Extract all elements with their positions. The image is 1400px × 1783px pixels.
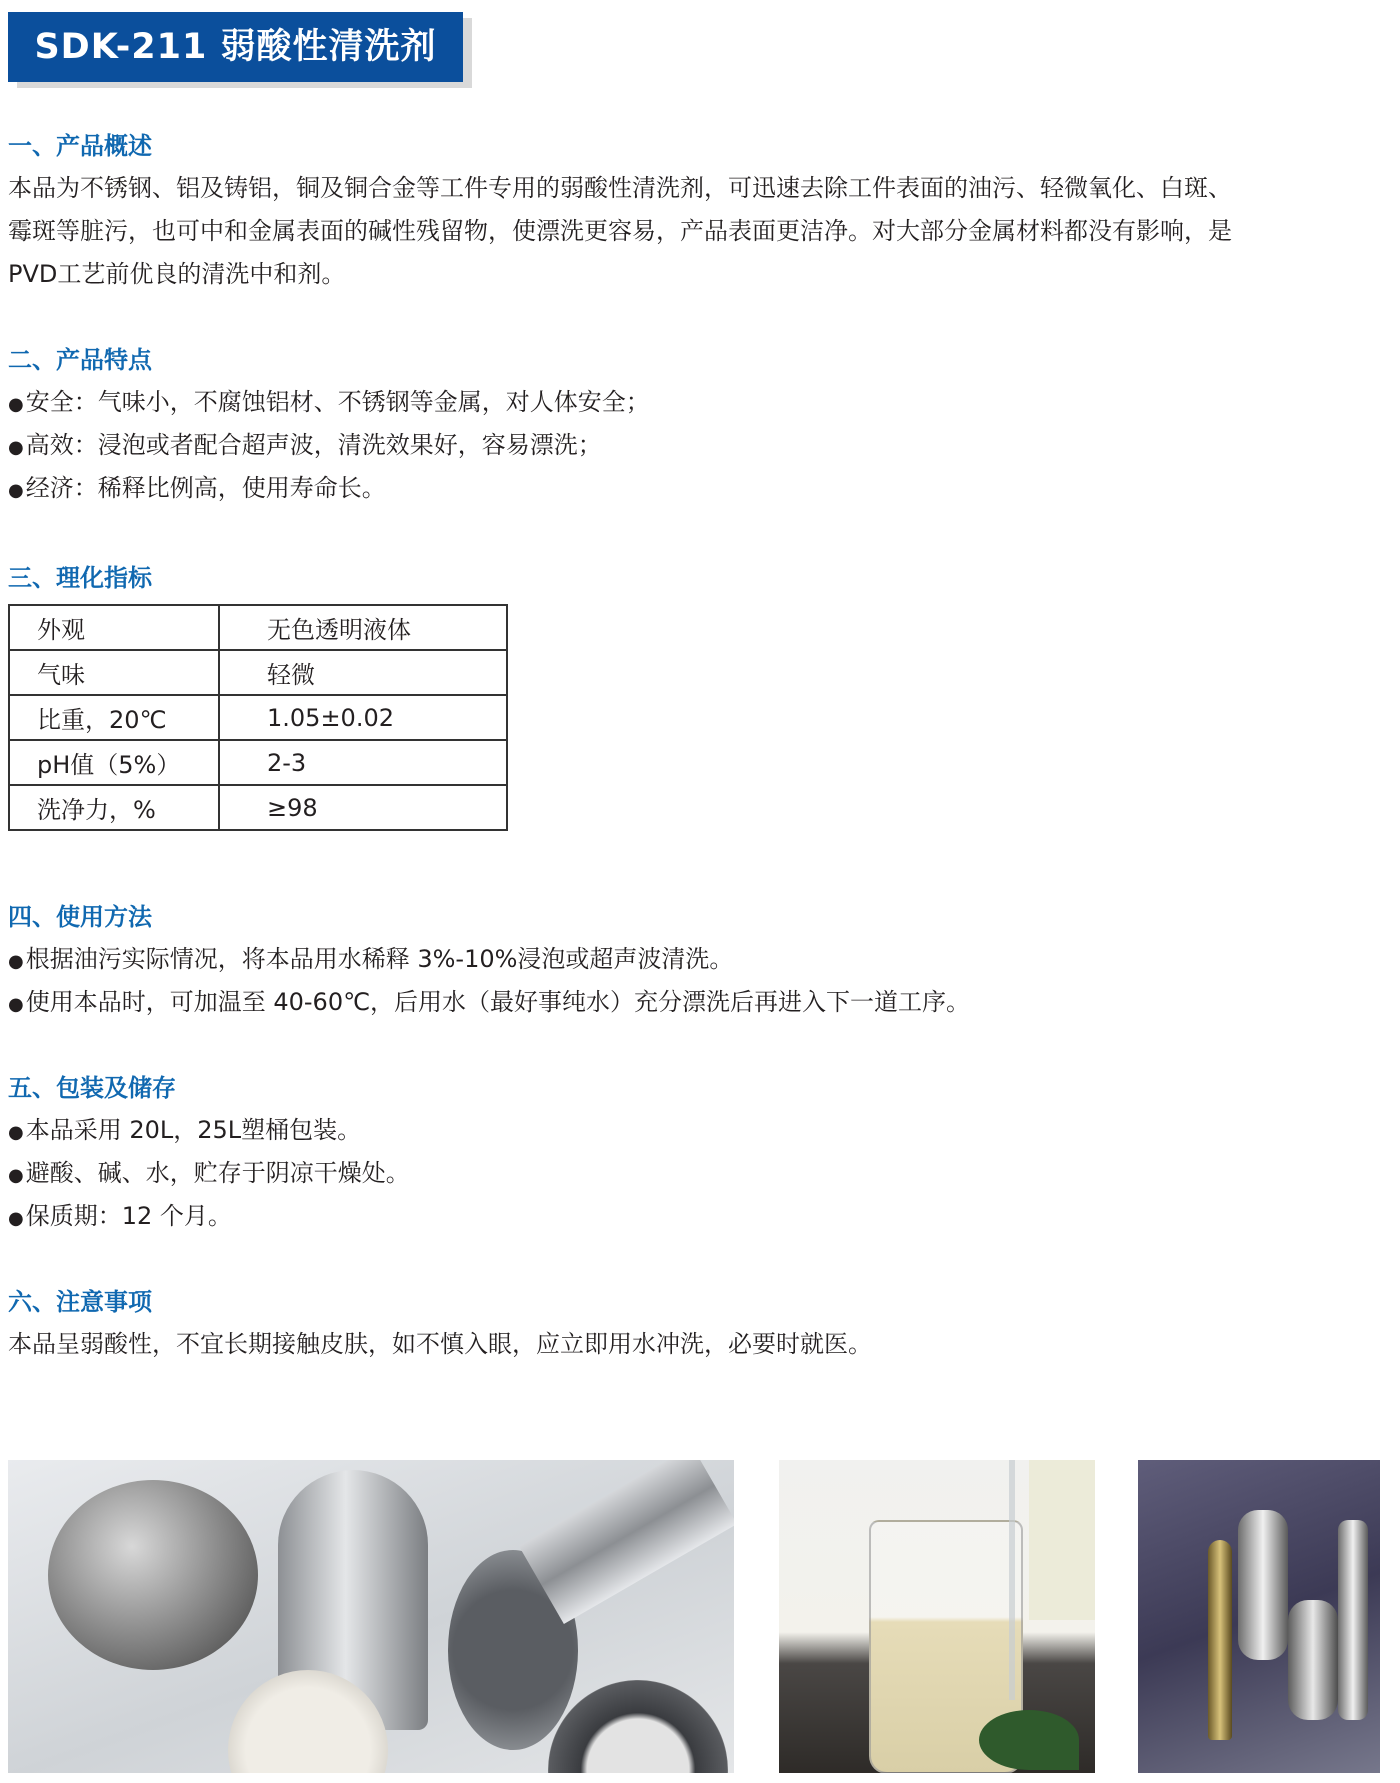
container-edge xyxy=(1029,1460,1095,1620)
precision-metal-parts-photo xyxy=(1138,1460,1380,1773)
feature-item: ● 高效：浸泡或者配合超声波，清洗效果好，容易漂洗； xyxy=(8,424,1388,467)
specs-table xyxy=(8,604,508,831)
spec-label: 比重，20℃ xyxy=(9,695,219,740)
spec-value: 无色透明液体 xyxy=(219,605,507,650)
table-row xyxy=(9,605,507,650)
heading-specs: 三、理化指标 xyxy=(8,564,152,592)
heading-usage: 四、使用方法 xyxy=(8,903,152,931)
spec-label: 外观 xyxy=(9,605,219,650)
hydraulic-pump-parts-photo xyxy=(8,1460,734,1773)
heading-overview: 一、产品概述 xyxy=(8,132,152,160)
metal-bushing xyxy=(1288,1600,1338,1720)
piston-shoe-plate xyxy=(48,1480,258,1670)
drive-shaft xyxy=(519,1460,734,1624)
usage-item: ● 根据油污实际情况，将本品用水稀释 3%-10%浸泡或超声波清洗。 xyxy=(8,938,1388,981)
spec-value: 1.05±0.02 xyxy=(219,695,507,740)
storage-item: ● 本品采用 20L，25L塑桶包装。 xyxy=(8,1109,1388,1152)
spec-label: 洗净力，% xyxy=(9,785,219,830)
storage-item: ● 保质期：12 个月。 xyxy=(8,1195,1388,1238)
table-row xyxy=(9,785,507,830)
leaf xyxy=(979,1710,1079,1770)
overview-line: 本品为不锈钢、铝及铸铝，铜及铜合金等工件专用的弱酸性清洗剂，可迅速去除工件表面的油污、轻微氧化、白斑、 xyxy=(8,174,1232,202)
storage-list xyxy=(8,1109,1388,1238)
features-list xyxy=(8,381,1388,510)
heading-features: 二、产品特点 xyxy=(8,346,152,374)
brass-cone xyxy=(1208,1540,1232,1740)
feature-item: ● 经济：稀释比例高，使用寿命长。 xyxy=(8,467,1388,510)
liquid-stream xyxy=(1009,1460,1015,1700)
spec-value: ≥98 xyxy=(219,785,507,830)
storage-item: ● 避酸、碱、水，贮存于阴凉干燥处。 xyxy=(8,1152,1388,1195)
page-title: SDK-211 弱酸性清洗剂 xyxy=(8,12,463,82)
title-banner xyxy=(8,12,463,82)
overview-paragraph xyxy=(8,167,1388,296)
beaker-cleaning-liquid-photo xyxy=(779,1460,1095,1773)
spec-label: pH值（5%） xyxy=(9,740,219,785)
metal-post xyxy=(1338,1520,1368,1720)
overview-line: PVD工艺前优良的清洗中和剂。 xyxy=(8,260,346,288)
spec-label: 气味 xyxy=(9,650,219,695)
retainer-plate xyxy=(548,1680,728,1773)
heading-notes: 六、注意事项 xyxy=(8,1288,152,1316)
table-row xyxy=(9,740,507,785)
metal-pin xyxy=(1238,1510,1288,1660)
spec-value: 轻微 xyxy=(219,650,507,695)
notes-text: 本品呈弱酸性，不宜长期接触皮肤，如不慎入眼，应立即用水冲洗，必要时就医。 xyxy=(8,1330,872,1358)
usage-list xyxy=(8,938,1388,1024)
usage-item: ● 使用本品时，可加温至 40-60℃，后用水（最好事纯水）充分漂洗后再进入下一道工序。 xyxy=(8,981,1388,1024)
notes-paragraph xyxy=(8,1323,1388,1366)
spec-value: 2-3 xyxy=(219,740,507,785)
table-row xyxy=(9,695,507,740)
feature-item: ● 安全：气味小，不腐蚀铝材、不锈钢等金属，对人体安全； xyxy=(8,381,1388,424)
table-row xyxy=(9,650,507,695)
heading-storage: 五、包装及储存 xyxy=(8,1074,176,1102)
overview-line: 霉斑等脏污，也可中和金属表面的碱性残留物，使漂洗更容易，产品表面更洁净。对大部分金属材料都没有影响，是 xyxy=(8,217,1232,245)
